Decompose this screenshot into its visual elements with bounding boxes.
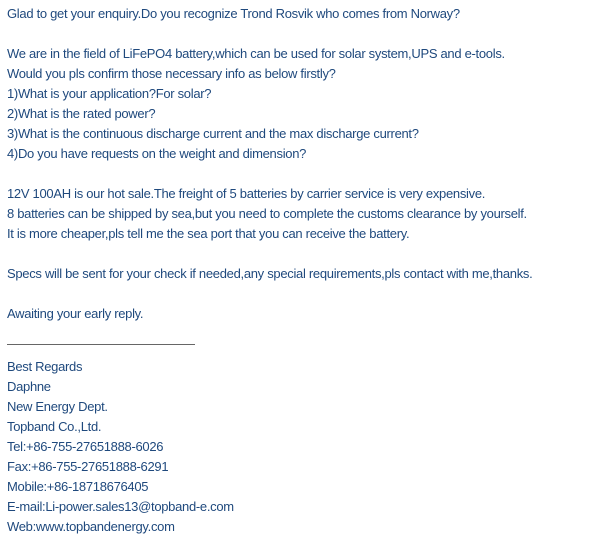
company-line: Topband Co.,Ltd.	[7, 419, 102, 434]
question-line-4: 4)Do you have requests on the weight and dimension?	[7, 146, 307, 161]
website-line: Web:www.topbandenergy.com	[7, 519, 175, 534]
greeting-line: Glad to get your enquiry.Do you recognize Trond Rosvik who comes from Norway?	[7, 6, 460, 21]
department-line: New Energy Dept.	[7, 399, 108, 414]
shipping-line: It is more cheaper,pls tell me the sea port that you can receive the battery.	[7, 226, 410, 241]
closing-line: Awaiting your early reply.	[7, 306, 144, 321]
intro-line: Would you pls confirm those necessary info as below firstly?	[7, 66, 336, 81]
signature-contact	[7, 397, 600, 537]
signature-divider	[7, 344, 195, 345]
intro-questions-paragraph	[7, 44, 600, 164]
tel-line: Tel:+86-755-27651888-6026	[7, 439, 164, 454]
mobile-line: Mobile:+86-18718676405	[7, 479, 149, 494]
fax-line: Fax:+86-755-27651888-6291	[7, 459, 169, 474]
question-line-2: 2)What is the rated power?	[7, 106, 156, 121]
intro-line: We are in the field of LiFePO4 battery,which can be used for solar system,UPS and e-tools.	[7, 46, 505, 61]
sender-name: Daphne	[7, 379, 51, 394]
signature-closing	[7, 357, 600, 397]
shipping-paragraph	[7, 184, 600, 244]
greeting-paragraph	[7, 4, 600, 24]
specs-paragraph	[7, 264, 600, 284]
regards-line: Best Regards	[7, 359, 83, 374]
closing-paragraph	[7, 304, 600, 324]
shipping-line: 12V 100AH is our hot sale.The freight of 5 batteries by carrier service is very expensive.	[7, 186, 486, 201]
email-address-line: E-mail:Li-power.sales13@topband-e.com	[7, 499, 234, 514]
specs-line: Specs will be sent for your check if needed,any special requirements,pls contact with me,thanks.	[7, 266, 533, 281]
shipping-line: 8 batteries can be shipped by sea,but you need to complete the customs clearance by yourself.	[7, 206, 527, 221]
question-line-3: 3)What is the continuous discharge current and the max discharge current?	[7, 126, 419, 141]
question-line-1: 1)What is your application?For solar?	[7, 86, 212, 101]
